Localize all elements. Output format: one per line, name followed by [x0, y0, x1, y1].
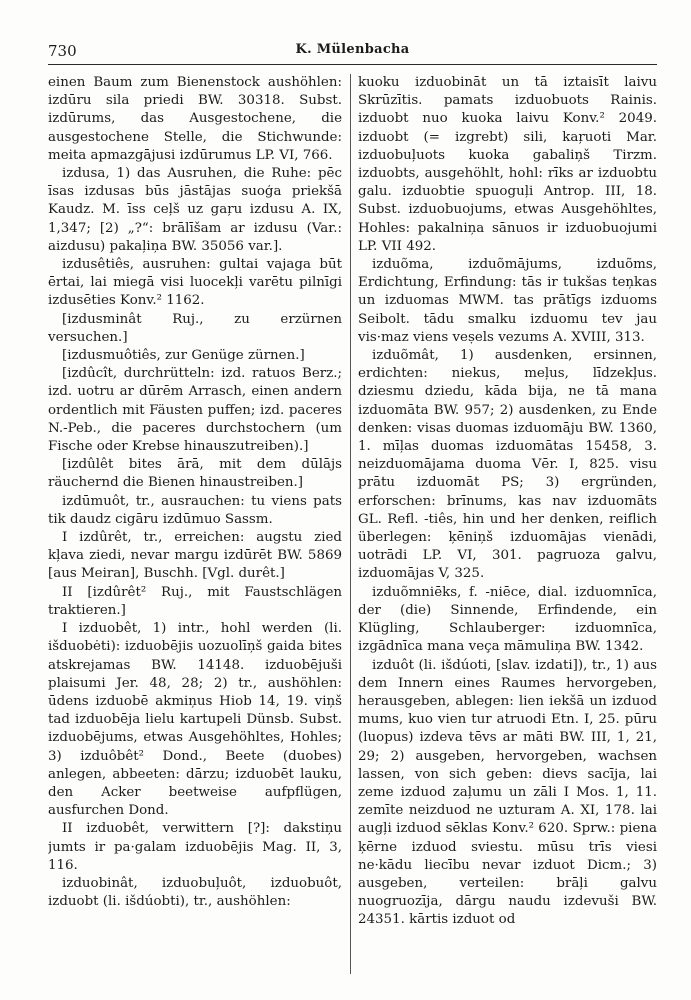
entry-izdumuot: izdūmuôt, tr., ausrauchen: tu viens pats tik daudz cigāru izdūmuo Sassm. — [48, 493, 342, 527]
text-columns — [48, 74, 657, 974]
right-column — [358, 74, 657, 974]
entry-continuation-right: kuoku izduobināt un tā iztaisīt laivu Skrūzītis. pamats izduobuots Rainis. izduobt nuo kuoka laivu Konv.² 2049. izduobt (= izgrebt) sili, kaŗuoti Mar. izduobuļuots kuoka gabaliņš Tirzm. izduobts, ausgehöhlt, hohl: rīks ar izduobtu galu. izduobtie spuoguļi Antrop. III, 18. Subst. izduobuojums, etwas Ausgehöhltes, Hohles: pakalniņa sānuos ir izduobuojumi LP. VII 492. — [358, 75, 657, 254]
entry-izduobinat: izduobinât, izduobuļuôt, izduobuôt, izduobt (li. išdúobti), tr., aushöhlen: — [48, 875, 342, 910]
entry-izduobet-1: I izduobêt, 1) intr., hohl werden (li. išduobėti): izduobējis uozuolīņš gaida bites atskrejamas BW. 14148. izduobējuši plaisumi Jer. 48, 28; 2) tr., aushöhlen: ūdens izduobē akmiņus Hiob 14, 19. viņš tad izduobēja lielu kartupeli Dünsb. Subst. izduobējums, etwas Ausgehöhltes, Hohles; 3) izduôbêt² Dond., Beete (duobes) anlegen, abbeeten: dārzu; izduobēt lauku, den Acker beetweise aufpflügen, ausfurchen Dond. — [48, 621, 342, 819]
entry-izdusetes: izdusêtiês, ausruhen: gultai vajaga būt ērtai, lai miegā visi luocekļi varētu pilnīgi izdusēties Konv.² 1162. — [48, 257, 342, 309]
entry-izdusmuoties: [izdusmuôtiês, zur Genüge zürnen.] — [62, 348, 305, 364]
entry-izdulet: [izdûlêt bites ārā, mit dem dūlājs räuchernd die Bienen hinaustreiben.] — [48, 457, 342, 491]
page-number: 730 — [48, 42, 77, 60]
entry-izdusminat: [izdusminât Ruj., zu erzürnen versuchen.] — [48, 311, 342, 345]
page-header — [48, 40, 657, 65]
running-head: K. Mülenbacha — [295, 42, 410, 57]
entry-izduomnieks: izduõmniēks, f. -niēce, dial. izduomnīca, der (die) Sinnende, Erfindende, ein Klügling, Schlauberger: izduomnīca, izgādnīca mana veça māmuliņa BW. 1342. — [358, 584, 657, 655]
left-column — [48, 74, 342, 974]
entry-izduret-2: II [izdûrêt² Ruj., mit Faustschlägen traktieren.] — [48, 584, 342, 618]
entry-izducit: [izdûcît, durchrütteln: izd. ratuos Berz.; izd. uotru ar dūrēm Arrasch, einen andern ordentlich mit Fäusten puffen; izd. paceres N.-Peb., die paceres durchstochern (um Fische oder Krebse hinauszutreiben).] — [48, 366, 342, 455]
entry-izduot: izduôt (li. išdúoti, [slav. izdati]), tr., 1) aus dem Innern eines Raumes hervorgeben, herausgeben, ablegen: lien iekšā un izduod mums, kuo vien tur atruodi Etn. I, 25. pūru (luopus) izdeva tēvs ar māti BW. III, 1, 21, 29; 2) ausgeben, hervorgeben, wachsen lassen, von sich geben: dievs sacīja, lai zeme izduod zaļumu un zāli I Mos. 1, 11. zemīte neizduod ne uzturam A. XI, 178. lai augļi izduod sēklas Konv.² 620. Sprw.: piena ķērne izduod sviestu. mūsu trīs viesi ne·kādu liecību nevar izduot Dicm.; 3) ausgeben, verteilen: brāļi galvu nuogruozīja, dārgu naudu izdevuši BW. 24351. kārtis izduot od — [358, 657, 657, 928]
entry-izduomat: izduõmât, 1) ausdenken, ersinnen, erdichten: niekus, meļus, līdzekļus. dziesmu dziedu, kāda bija, ne tā mana izduomāta BW. 957; 2) ausdenken, zu Ende denken: visas duomas izduomāju BW. 1360, 1. mīļas duomas izduomātas 15458, 3. neizduomājama duoma Vēr. I, 825. visu prātu izduomāt PS; 3) ergründen, erforschen: brīnums, kas nav izduomāts GL. Refl. -tiês, hin und her denken, reiflich überlegen: ķēniņš izduomājas vienādi, uotrādi LP. VI, 301. pagruoza galvu, izduomājas V, 325. — [358, 348, 657, 582]
entry-izduoma: izduõma, izduõmājums, izduõms, Erdichtung, Erfindung: tās ir tukšas teņkas un izduomas MWM. tas prātīgs izduoms Seibolt. tādu smalku izduomu tev jau vis·maz viens veṣels vezums A. XVIII, 313. — [358, 257, 657, 345]
column-divider — [350, 74, 351, 974]
entry-izduobet-2: II izduobêt, verwittern [?]: dakstiņu jumts ir pa·galam izduobējis Mag. II, 3, 116. — [48, 821, 342, 873]
entry-izdusa: izdusa, 1) das Ausruhen, die Ruhe: pēc īsas izdusas būs jāstājas suoģa priekšā Kaudz. M. īss ceļš uz gaŗu izdusu A. IX, 1,347; [2) „?“: brālīšam ar izdusu (Var.: aizdusu) pakaļiņa BW. 35056 var.]. — [48, 166, 342, 254]
entry-izduret-1: I izdûrêt, tr., erreichen: augstu zied kļava ziedi, nevar margu izdūrēt BW. 5869 [aus Meiran], Buschh. [Vgl. durêt.] — [48, 530, 342, 582]
entry-continuation: einen Baum zum Bienenstock aushöhlen: izdūru sila priedi BW. 30318. Subst. izdūrums, das Ausgestochene, die ausgestochene Stelle, die Stichwunde: meita apmazgājusi izdūrumus LP. VI, 766. — [48, 75, 342, 163]
